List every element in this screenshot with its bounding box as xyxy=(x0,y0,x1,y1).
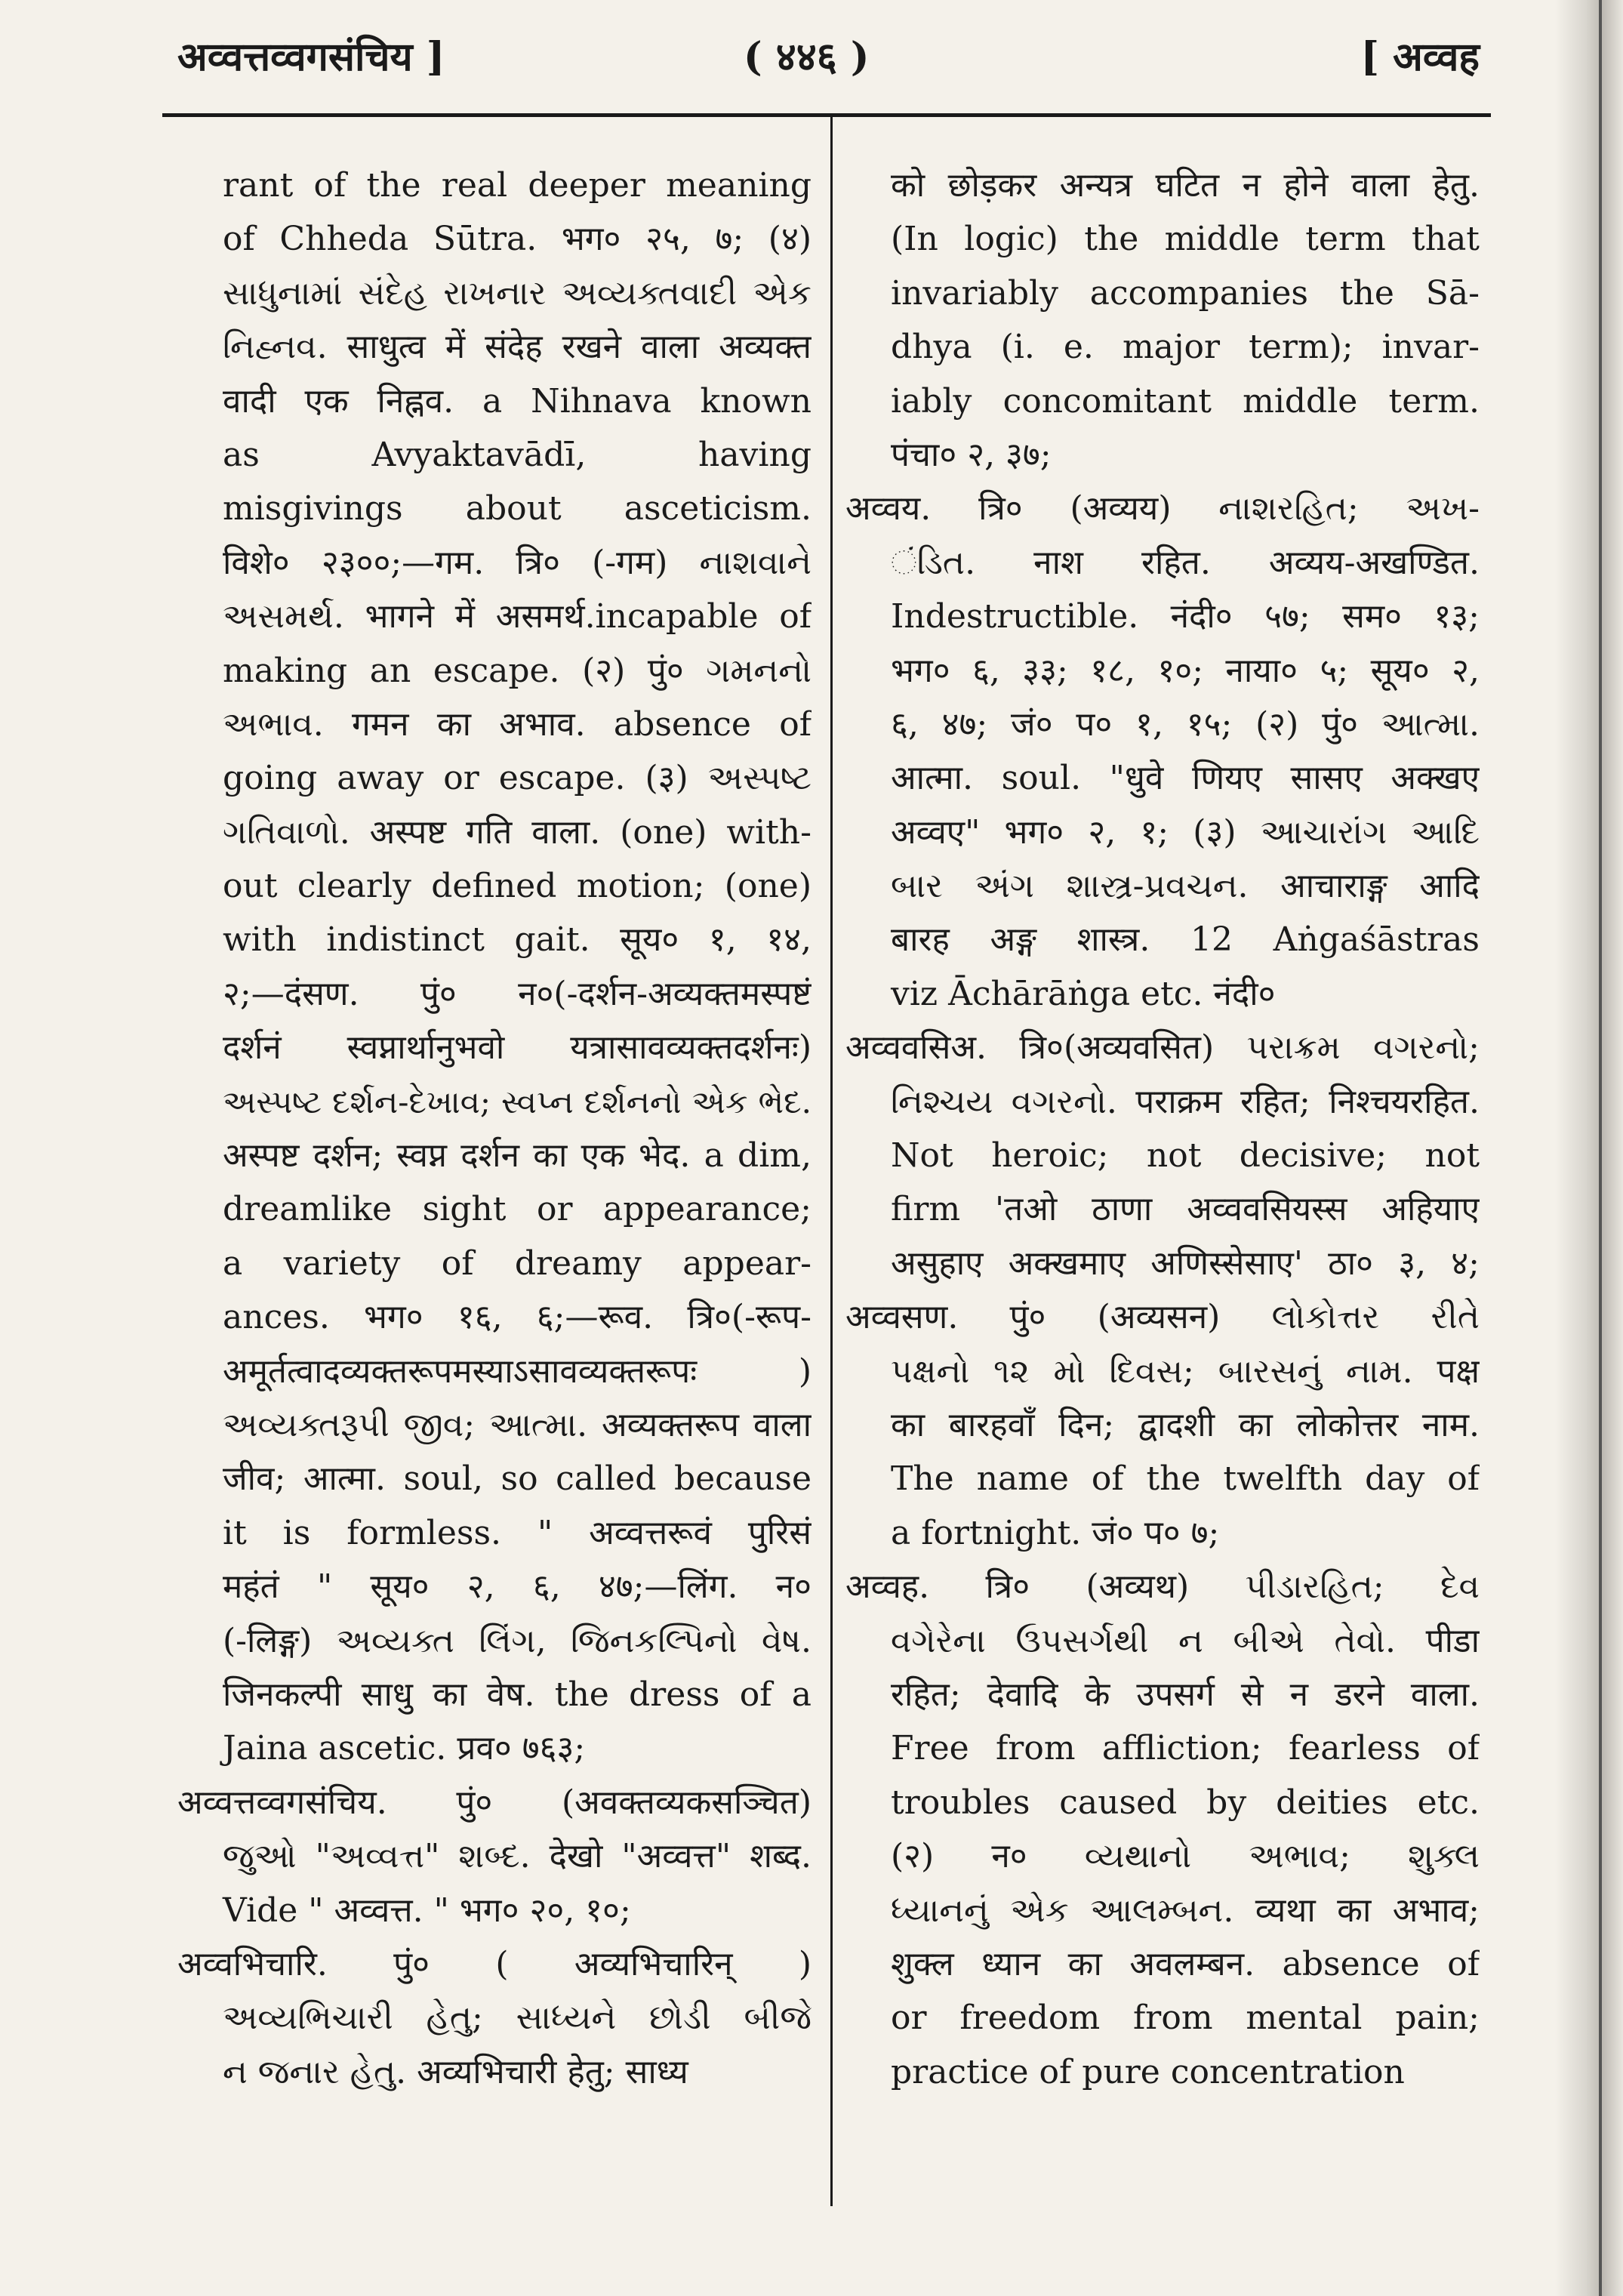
column-divider xyxy=(830,115,833,2206)
entry-headword-line: अव्ववसिअ. त्रि०(अव्यवसित) પરાક્રમ વગરનો; xyxy=(845,1028,1480,1068)
entry-text-line: misgivings about asceticism. xyxy=(223,489,812,529)
entry-text-line: Free from affliction; fearless of xyxy=(891,1729,1480,1768)
entry-text-line: Jaina ascetic. प्रव० ७६३; xyxy=(223,1729,586,1768)
entry-text-line: અવ્યભિચારી હેતુ; સાધ્યને છોડી બીજે xyxy=(223,1999,812,2038)
entry-text-line: रहित; देवादि के उपसर्ग से न डरने वाला. xyxy=(891,1675,1480,1714)
entry-text-line: Vide " अव्वत्त. " भग० २०, १०; xyxy=(223,1891,631,1930)
page-edge-shadow xyxy=(1555,0,1623,2296)
entry-text-line: अमूर्तत्वादव्यक्तरूपमस्याऽसावव्यक्तरूपः ) xyxy=(223,1351,812,1391)
entry-text-line: आत्मा. soul. "धुवे णियए सासए अक्खए xyxy=(891,759,1480,798)
entry-text-line: out clearly defined motion; (one) xyxy=(223,867,812,906)
entry-text-line: पंचा० २, ३७; xyxy=(891,435,1052,474)
entry-text-line: ંડિત. नाश रहित. अव्यय-अखण्डित. xyxy=(891,543,1480,582)
entry-text-line: with indistinct gait. सूय० १, १४, xyxy=(223,920,812,960)
entry-headword-line: अव्वभिचारि. पुं० ( अव्यभिचारिन् ) xyxy=(177,1944,812,1983)
entry-text-line: The name of the twelfth day of xyxy=(891,1459,1480,1499)
entry-text-line: बारह अङ्ग शास्त्र. 12 Aṅgaśāstras xyxy=(891,920,1480,960)
entry-text-line: જુઓ "અવ્વત્ત" શબ્દ. देखो "अव्वत्त" शब्द. xyxy=(223,1837,812,1876)
entry-text-line: Not heroic; not decisive; not xyxy=(891,1136,1480,1176)
entry-text-line: जीव; आत्मा. soul, so called because xyxy=(223,1459,812,1499)
entry-text-line: નિહ્નવ. साधुत्व में संदेह रखने वाला अव्यक्त xyxy=(223,328,812,367)
page-number: ( ४४६ ) xyxy=(744,34,870,80)
entry-text-line: viz Āchārāṅga etc. नंदी० xyxy=(891,974,1276,1013)
entry-text-line: અવ્યક્તરૂપી જીવ; આત્મા. अव्यक्तरूप वाला xyxy=(223,1405,812,1444)
entry-text-line: invariably accompanies the Sā- xyxy=(891,273,1480,313)
entry-text-line: विशे० २३००;—गम. त्रि० (-गम) નાશવાને xyxy=(223,543,812,582)
entry-text-line: असुहाए अक्खमाए अणिस्सेसाए' ठा० ३, ४; xyxy=(891,1244,1480,1283)
header-rule xyxy=(162,113,1491,117)
entry-text-line: (-लिङ्ग) અવ્યક્ત લિંગ, જિનકલ્પિનો વેષ. xyxy=(223,1621,812,1660)
entry-text-line: २;—दंसण. पुं० न०(-दर्शन-अव्यक्तमस्पष्टं xyxy=(223,974,812,1013)
entry-text-line: firm 'तओ ठाणा अव्ववसियस्स अहियाए xyxy=(891,1190,1480,1229)
entry-text-line: ances. भग० १६, ६;—रूव. त्रि०(-रूप- xyxy=(223,1298,812,1337)
entry-text-line: making an escape. (२) पुं० ગમનનો xyxy=(223,651,812,690)
entry-text-line: or freedom from mental pain; xyxy=(891,1999,1480,2038)
entry-text-line: વગેરેના ઉપસર્ગથી ન બીએ તેવો. पीडा xyxy=(891,1621,1480,1660)
entry-text-line: નિશ્ચય વગરનો. पराक्रम रहित; निश्चयरहित. xyxy=(891,1082,1480,1121)
header-left-headword: अव्वत्तव्वगसंचिय ] xyxy=(177,34,445,80)
entry-headword-line: अव्वसण. पुं० (अव्यसन) લોકોત્તર રીતે xyxy=(845,1298,1480,1337)
page-edge-line xyxy=(1599,0,1602,2296)
entry-headword-line: अव्वह. त्रि० (अव्यथ) પીડારહિત; દેવ xyxy=(845,1567,1480,1607)
entry-text-line: going away or escape. (३) અસ્પષ્ટ xyxy=(223,759,812,798)
entry-text-line: दर्शनं स्वप्नार्थानुभवो यत्रासावव्यक्तदर्शनः) xyxy=(223,1028,812,1068)
entry-text-line: जिनकल्पी साधु का वेष. the dress of a xyxy=(223,1675,812,1714)
entry-text-line: અભાવ. गमन का अभाव. absence of xyxy=(223,704,812,744)
entry-text-line: dhya (i. e. major term); invar- xyxy=(891,328,1480,367)
entry-text-line: ६, ४७; जं० प० १, १५; (२) पुं० આત્મા. xyxy=(891,704,1480,744)
entry-text-line: અસ્પષ્ટ દર્શન-દેખાવ; સ્વપ્ન દર્શનનો એક ભેદ. xyxy=(223,1083,812,1120)
entry-text-line: महंतं " सूय० २, ६, ४७;—लिंग. न० xyxy=(223,1567,812,1607)
entry-text-line: वादी एक निह्नव. a Nihnava known xyxy=(223,381,812,421)
entry-text-line: અસમર્થ. भागने में असमर्थ.incapable of xyxy=(223,597,812,636)
entry-text-line: Indestructible. नंदी० ५७; सम० १३; xyxy=(891,597,1480,636)
entry-text-line: dreamlike sight or appearance; xyxy=(223,1190,812,1229)
entry-text-line: ગતિવાળો. अस्पष्ट गति वाला. (one) with- xyxy=(223,812,812,852)
entry-text-line: practice of pure concentration xyxy=(891,2052,1405,2091)
right-column xyxy=(845,159,1480,2099)
entry-text-line: a variety of dreamy appear- xyxy=(223,1244,812,1283)
entry-text-line: अव्वए" भग० २, १; (३) આચારાંગ આદિ xyxy=(891,812,1480,852)
entry-text-line: of Chheda Sūtra. भग० २५, ७; (४) xyxy=(223,220,812,259)
entry-text-line: સાધુનામાં સંદેહ રાખનાર અવ્યક્તવાદી એક xyxy=(223,273,812,313)
entry-text-line: (In logic) the middle term that xyxy=(891,220,1480,259)
left-column xyxy=(177,159,812,2099)
entry-text-line: को छोड़कर अन्यत्र घटित न होने वाला हेतु. xyxy=(891,166,1480,205)
entry-text-line: બાર અંગ શાસ્ત્ર-પ્રવચન. आचाराङ्ग आदि xyxy=(891,867,1480,906)
entry-text-line: अस्पष्ट दर्शन; स्वप्न दर्शन का एक भेद. a dim, xyxy=(223,1136,812,1176)
entry-text-line: rant of the real deeper meaning xyxy=(223,166,812,205)
entry-text-line: (२) न० વ્યથાનો અભાવ; શુક્લ xyxy=(891,1837,1480,1876)
entry-headword-line: अव्वत्तव्वगसंचिय. पुं० (अवक्तव्यकसञ्चित) xyxy=(177,1783,812,1822)
entry-text-line: it is formless. " अव्वत्तरूवं पुरिसं xyxy=(223,1513,812,1552)
entry-text-line: भग० ६, ३३; १८, १०; नाया० ५; सूय० २, xyxy=(891,651,1480,690)
entry-text-line: शुक्ल ध्यान का अवलम्बन. absence of xyxy=(891,1944,1480,1983)
entry-headword-line: अव्वय. त्रि० (अव्यय) નાશરહિત; અખ- xyxy=(845,489,1480,529)
header-right-headword: [ अव्वह xyxy=(1360,34,1480,80)
entry-text-line: as Avyaktavādī, having xyxy=(223,435,812,474)
entry-text-line: પક્ષનો ૧૨ મો દિવસ; બારસનું નામ. पक्ष xyxy=(891,1351,1480,1391)
entry-text-line: ધ્યાનનું એક આલમ્બન. व्यथा का अभाव; xyxy=(891,1891,1480,1930)
entry-text-line: troubles caused by deities etc. xyxy=(891,1783,1480,1822)
entry-text-line: ન જનાર હેતુ. अव्यभिचारी हेतु; साध्य xyxy=(223,2052,688,2091)
entry-text-line: a fortnight. जं० प० ७; xyxy=(891,1513,1220,1552)
entry-text-line: का बारहवाँ दिन; द्वादशी का लोकोत्तर नाम. xyxy=(891,1406,1480,1445)
entry-text-line: iably concomitant middle term. xyxy=(891,381,1480,421)
page-header xyxy=(0,29,1623,104)
